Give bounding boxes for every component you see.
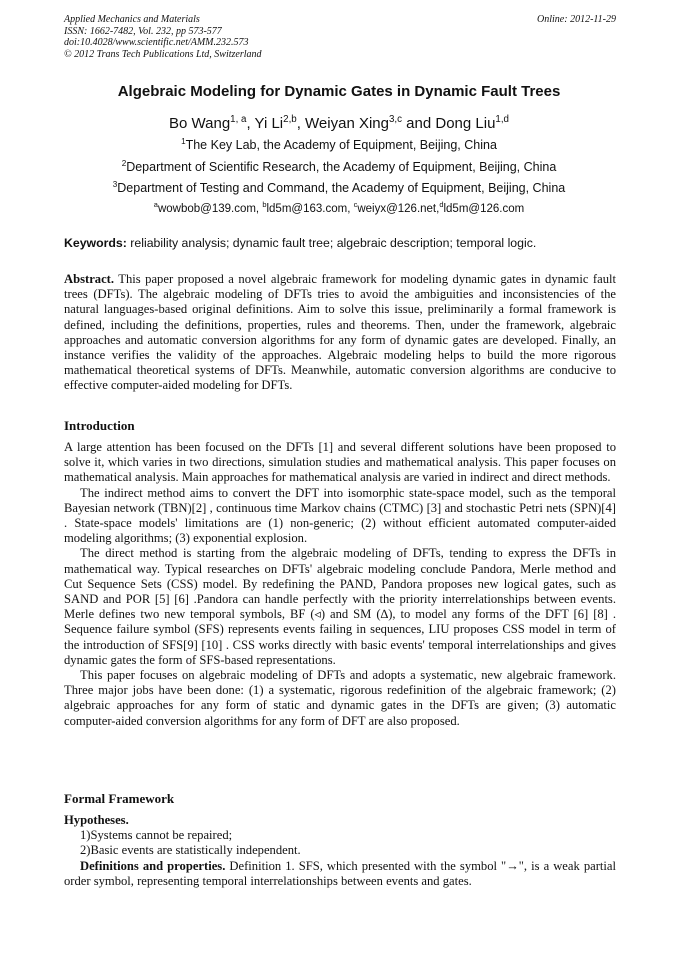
formal-framework-body: [64, 813, 616, 889]
copyright-line: © 2012 Trans Tech Publications Ltd, Switzerland: [64, 48, 262, 60]
hypothesis-item: 2)Basic events are statistically independent.: [80, 843, 301, 858]
email: ld5m@163.com,: [266, 203, 354, 215]
paragraph: A large attention has been focused on the DFTs [1] and several different solutions have been proposed to solve it, which varies in two directions, simulation studies and mathematical analysis. This paper focuses on mathematical analysis. Main approaches for mathematical analysis are varied in indirect and direct methods.: [64, 440, 616, 485]
definition-paragraph: [64, 859, 616, 889]
email-mark: d: [439, 200, 444, 210]
journal-header: [64, 14, 616, 60]
paragraph: The indirect method aims to convert the DFT into isomorphic state-space model, such as the temporal Bayesian network (TBN)[2] , continuous time Markov chains (CTMC) [3] and stochastic Petri nets (SPN)[4] . State-space models' limitations are (1) non-generic; (2) without efficient automated computer-aided modeling algorithms; (3) exponential explosion.: [64, 485, 616, 546]
doi-line: doi:10.4028/www.scientific.net/AMM.232.573: [64, 37, 249, 48]
affiliation-text: The Key Lab, the Academy of Equipment, Beijing, China: [185, 138, 497, 152]
paragraph: The direct method is starting from the algebraic modeling of DFTs, tending to express the DFTs in mathematical way. Typical researches on DFTs' algebraic modeling conclude Pandora, Merle method and Cut Sequence Sets (CSS) model. By redefining the PAND, Pandora proposes new logical gates, such as SAND and POR [5] [6] .Pandora can handle perfectly with the priority interrelationships between events. Merle defines two new temporal symbols, BF (◃) and SM (∆), to model any forms of the DFT [6] [8] . Sequence failure symbol (SFS) represents events failing in sequences, LIU proposes CSS model in term of the introduction of SFS[9] [10] . CSS works directly with basic events' temporal interrelationships and gives dynamic gates the form of SFS-based representations.: [64, 546, 616, 667]
author-name: Weiyan Xing: [305, 115, 389, 132]
hypotheses-title: Hypotheses.: [64, 813, 129, 827]
journal-name: Applied Mechanics and Materials: [64, 14, 200, 25]
affiliation-text: Department of Testing and Command, the Academy of Equipment, Beijing, China: [117, 181, 566, 195]
affiliation-number: 3: [112, 179, 118, 189]
author-affil-mark: 2,b: [283, 114, 297, 125]
author-affil-mark: 3,c: [388, 114, 402, 125]
definition-text: Definition 1. SFS, which presented with the symbol "→", is a weak partial order symbol, representing temporal interrelationships between events and gates.: [64, 858, 616, 888]
affiliation: [0, 181, 678, 195]
email: weiyx@126.net,: [357, 203, 440, 215]
email-list: [0, 200, 678, 215]
online-date: Online: 2012-11-29: [537, 14, 616, 25]
affiliation-text: Department of Scientific Research, the Academy of Equipment, Beijing, China: [126, 160, 557, 174]
author-list: Bo Wang$^{1, a}$, Yi Li$^{2,b}$, Weiyan Xing$^{3,c}$ and Dong Liu$^{1,d}$: [169, 114, 509, 132]
email-mark: a: [153, 200, 158, 210]
keywords: [64, 236, 616, 250]
author-name: Dong Liu: [435, 115, 496, 132]
hypothesis-item: 1)Systems cannot be repaired;: [80, 828, 233, 843]
introduction-body: [64, 440, 616, 729]
section-heading-introduction: Introduction: [64, 418, 135, 433]
section-heading-formal-framework: Formal Framework: [64, 791, 175, 806]
abstract: [64, 272, 616, 394]
affiliation: [0, 138, 678, 152]
issn-line: ISSN: 1662-7482, Vol. 232, pp 573-577: [64, 25, 222, 37]
definition-label: Definitions and properties.: [80, 858, 226, 873]
email-mark: b: [262, 200, 267, 210]
affiliation-number: 1: [181, 136, 186, 146]
paper-title: Algebraic Modeling for Dynamic Gates in Dynamic Fault Trees: [117, 83, 561, 100]
keywords-text: reliability analysis; dynamic fault tree; algebraic description; temporal logic.: [126, 236, 537, 250]
abstract-text: This paper proposed a novel algebraic framework for modeling dynamic gates in dynamic fault trees (DFTs). The algebraic modeling of DFTs tries to avoid the ambiguities and inconsistencies of the natural languages-based original definitions. Aim to solve this issue, preliminarily a formal framework is defined, including the definitions, properties, rules and theorems. Then, under the framework, algebraic approaches and automatic conversion algorithms for any form of dynamic gates are developed. Finally, an instance verifies the validity of the approaches. Algebraic modeling helps to build the more rigorous mathematical theoretical systems of DFTs. Meanwhile, automatic conversion algorithms are conducive to effective computer-aided modeling for DFTs.: [64, 272, 616, 393]
keywords-label: Keywords:: [64, 236, 127, 250]
email-mark: c: [353, 200, 358, 210]
author-name: Bo Wang: [169, 115, 231, 132]
paragraph: This paper focuses on algebraic modeling of DFTs and adopts a systematic, new algebraic framework. Three major jobs have been done: (1) a systematic, rigorous redefinition of the algebraic framework; (2) algebraic approaches for any form of static and dynamic gates in the DFTs are given; (3) automatic computer-aided conversion algorithms for any form of DFT are also proposed.: [64, 668, 616, 728]
affiliation-number: 2: [121, 158, 127, 168]
abstract-label: Abstract.: [64, 272, 115, 286]
email: wowbob@139.com,: [157, 203, 263, 215]
author-name: Yi Li: [254, 115, 284, 132]
author-affil-mark: 1, a: [230, 114, 247, 125]
email: ld5m@126.com: [443, 203, 525, 215]
author-affil-mark: 1,d: [495, 114, 509, 125]
affiliation: [0, 160, 678, 174]
